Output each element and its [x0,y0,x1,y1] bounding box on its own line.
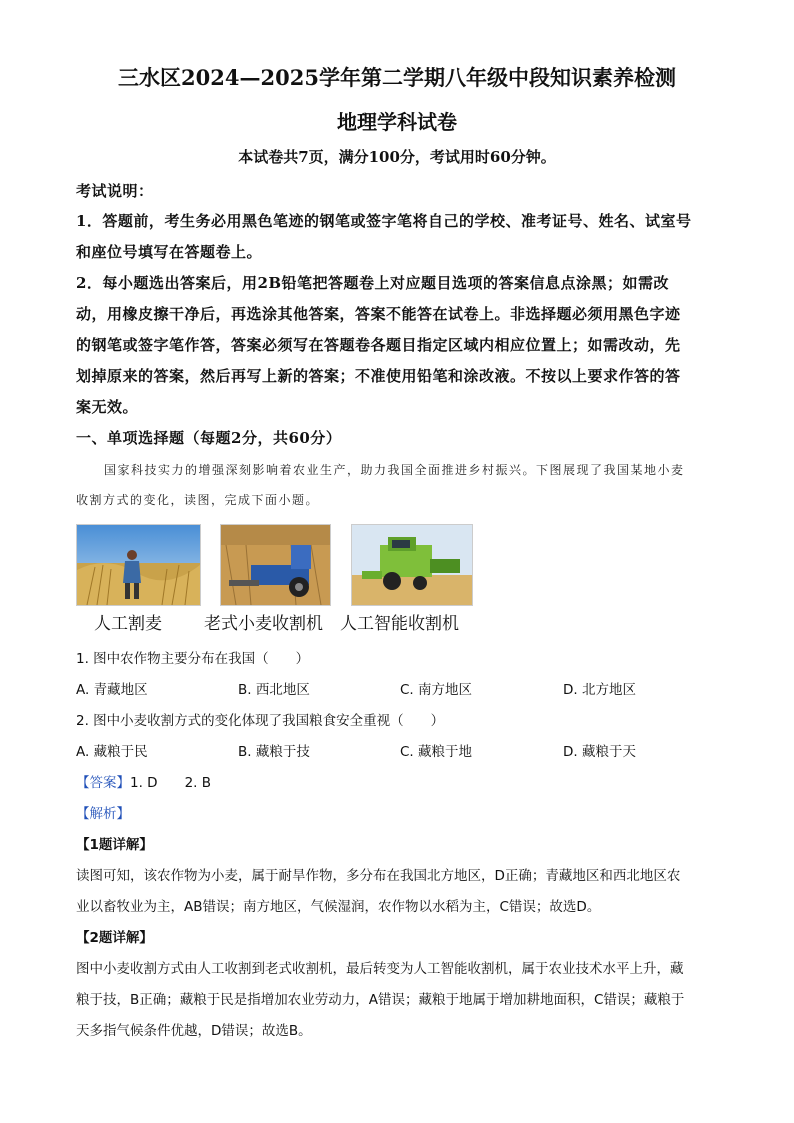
instruction-1-line-2: 和座位号填写在答题卷上。 [76,243,263,261]
exam-title: 三水区2024—2025学年第二学期八年级中段知识素养检测 [118,65,676,90]
detail-2-line-1: 图中小麦收割方式由人工收割到老式收割机，最后转变为人工智能收割机，属于农业技术水平上升，藏 [76,961,684,977]
section-heading: 一、单项选择题（每题2分，共60分） [76,429,342,447]
question-2-option-b: B. 藏粮于技 [238,744,310,760]
caption-old-harvester: 老式小麦收割机 [204,614,323,634]
question-2-option-a: A. 藏粮于民 [76,744,148,760]
instruction-2-line-5: 案无效。 [76,398,139,416]
detail-2-label: 【2题详解】 [76,930,153,946]
detail-1-label: 【1题详解】 [76,837,153,853]
question-1-option-d: D. 北方地区 [563,682,636,698]
question-1-option-a: A. 青藏地区 [76,682,148,698]
question-2-stem: 2. 图中小麦收割方式的变化体现了我国粮食安全重视（ ） [76,713,445,729]
question-1-option-b: B. 西北地区 [238,682,310,698]
caption-ai-harvester: 人工智能收割机 [340,614,459,634]
detail-2-line-2: 粮于技，B正确；藏粮于民是指增加农业劳动力，A错误；藏粮于地属于增加耕地面积，C错误；藏粮于 [76,992,685,1008]
exam-subtitle: 地理学科试卷 [337,110,457,134]
answer-row [76,771,211,791]
instruction-1-line-1: 1．答题前，考生务必用黑色笔迹的钢笔或签字笔将自己的学校、准考证号、姓名、试室号 [76,212,692,230]
instructions-heading: 考试说明： [76,182,154,200]
detail-1-line-1: 读图可知，该农作物为小麦，属于耐旱作物，多分布在我国北方地区，D正确；青藏地区和西北地区农 [76,868,681,884]
section-intro-line-2: 收割方式的变化，读图，完成下面小题。 [76,493,320,507]
farmer-harvesting-wheat-photo [76,524,201,606]
caption-manual-harvest: 人工割麦 [94,614,162,634]
instruction-2-line-1: 2．每小题选出答案后，用2B铅笔把答题卷上对应题目选项的答案信息点涂黑；如需改 [76,274,670,292]
question-2-option-d: D. 藏粮于天 [563,744,636,760]
old-harvester-photo [220,524,331,606]
detail-2-line-3: 天多指气候条件优越，D错误；故选B。 [76,1023,312,1039]
instruction-2-line-3: 的钢笔或签字笔作答，答案必须写在答题卷各题目指定区域内相应位置上；如需改动，先 [76,336,681,354]
exam-info: 本试卷共7页，满分100分，考试用时60分钟。 [238,148,556,166]
question-2-option-c: C. 藏粮于地 [400,744,473,760]
analysis-label: 【解析】 [76,806,130,822]
answer-value: 1. D 2. B [130,775,211,791]
question-1-stem: 1. 图中农作物主要分布在我国（ ） [76,651,310,667]
detail-1-line-2: 业以畜牧业为主，AB错误；南方地区，气候湿润，农作物以水稻为主，C错误；故选D。 [76,899,601,915]
combine-harvester-photo [351,524,473,606]
answer-label: 【答案】 [76,775,130,791]
question-1-option-c: C. 南方地区 [400,682,473,698]
section-intro-line-1: 国家科技实力的增强深刻影响着农业生产，助力我国全面推进乡村振兴。下图展现了我国某地小麦 [104,463,685,477]
instruction-2-line-2: 动，用橡皮擦干净后，再选涂其他答案，答案不能答在试卷上。非选择题必须用黑色字迹 [76,305,681,323]
instruction-2-line-4: 划掉原来的答案，然后再写上新的答案；不准使用铅笔和涂改液。不按以上要求作答的答 [76,367,681,385]
